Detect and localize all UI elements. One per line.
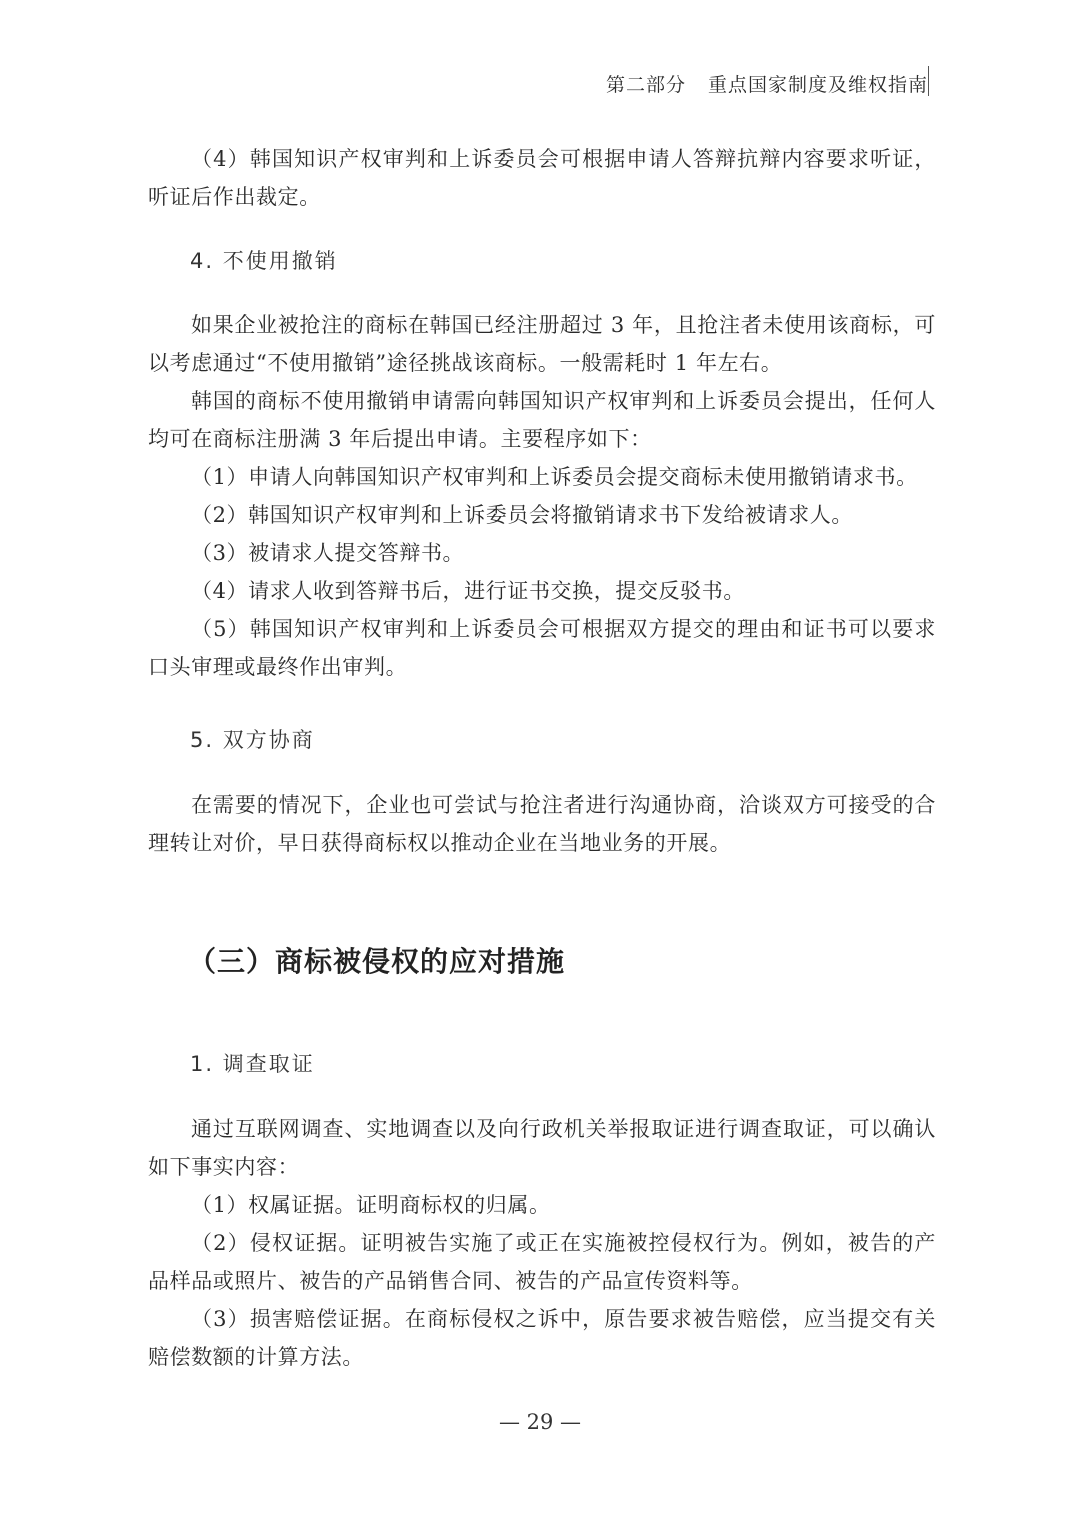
header-rule — [928, 66, 929, 96]
section4-body — [148, 306, 936, 686]
section5-body — [148, 786, 936, 862]
list-item: （3）被请求人提交答辩书。 — [191, 541, 465, 565]
paragraph: 通过互联网调查、实地调查以及向行政机关举报取证进行调查取证，可以确认如下事实内容： — [148, 1117, 936, 1179]
subheading-4: 4. 不使用撤销 — [190, 249, 338, 273]
header-part: 第二部分 — [605, 74, 686, 96]
paragraph: 韩国的商标不使用撤销申请需向韩国知识产权审判和上诉委员会提出，任何人均可在商标注册满 3 年后提出申请。主要程序如下： — [148, 389, 936, 451]
header-title: 重点国家制度及维权指南 — [707, 74, 928, 96]
section-heading: （三）商标被侵权的应对措施 — [188, 945, 566, 978]
subheading-1: 1. 调查取证 — [190, 1052, 315, 1076]
running-header — [606, 70, 928, 97]
list-item: （3）损害赔偿证据。在商标侵权之诉中，原告要求被告赔偿，应当提交有关赔偿数额的计算方法。 — [148, 1307, 936, 1369]
sub1-body — [148, 1110, 936, 1376]
list-item: （2）韩国知识产权审判和上诉委员会将撤销请求书下发给被请求人。 — [191, 503, 853, 527]
paragraph: （4）韩国知识产权审判和上诉委员会可根据申请人答辩抗辩内容要求听证，听证后作出裁定。 — [148, 147, 936, 209]
page-number: — 29 — — [498, 1410, 582, 1434]
list-item: （1）权属证据。证明商标权的归属。 — [191, 1193, 551, 1217]
list-item: （1）申请人向韩国知识产权审判和上诉委员会提交商标未使用撤销请求书。 — [191, 465, 918, 489]
list-item: （2）侵权证据。证明被告实施了或正在实施被控侵权行为。例如，被告的产品样品或照片、被告的产品销售合同、被告的产品宣传资料等。 — [148, 1231, 936, 1293]
paragraph-block — [148, 140, 936, 216]
subheading-5: 5. 双方协商 — [190, 728, 315, 752]
list-item: （4）请求人收到答辩书后，进行证书交换，提交反驳书。 — [191, 579, 745, 603]
list-item: （5）韩国知识产权审判和上诉委员会可根据双方提交的理由和证书可以要求口头审理或最终作出审判。 — [148, 617, 936, 679]
paragraph: 如果企业被抢注的商标在韩国已经注册超过 3 年，且抢注者未使用该商标，可以考虑通过“不使用撤销”途径挑战该商标。一般需耗时 1 年左右。 — [148, 313, 936, 375]
paragraph: 在需要的情况下，企业也可尝试与抢注者进行沟通协商，洽谈双方可接受的合理转让对价，早日获得商标权以推动企业在当地业务的开展。 — [148, 793, 936, 855]
